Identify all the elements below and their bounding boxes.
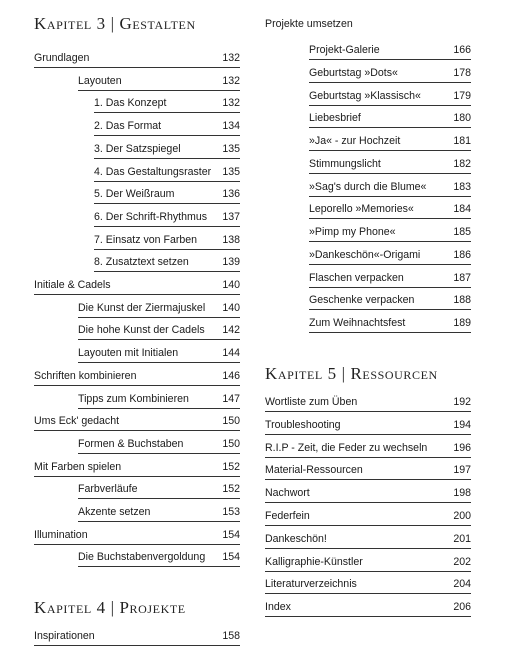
toc-entry [94, 230, 240, 250]
toc-entry-label: »Pimp my Phone« [309, 226, 396, 238]
toc-entry-label: 3. Der Satzspiegel [94, 142, 181, 155]
toc-entry-label: Kalligraphie-Künstler [265, 555, 363, 568]
toc-entry [78, 320, 240, 340]
toc-entry-page: 134 [222, 120, 240, 133]
toc-entry-label: Akzente setzen [78, 506, 151, 518]
toc-entry [78, 298, 240, 318]
toc-entry [309, 290, 471, 310]
toc-entry [94, 93, 240, 113]
toc-entry-label: Die Kunst der Ziermajuskel [78, 301, 206, 314]
toc-entry [265, 438, 471, 458]
toc-entry-label: Formen & Buchstaben [78, 437, 184, 450]
toc-entry-page: 144 [222, 347, 240, 360]
toc-entry [78, 389, 240, 409]
toc-entry [78, 434, 240, 454]
toc-entry-label: Federfein [265, 510, 310, 522]
toc-entry [34, 48, 240, 68]
toc-entry [309, 40, 471, 60]
toc-entry-label: Geburtstag »Dots« [309, 66, 398, 79]
toc-entry-label: Index [265, 601, 291, 614]
toc-entry [309, 63, 471, 83]
toc-entry-label: Tipps zum Kombinieren [78, 392, 189, 405]
toc-entry-label: Farbverläufe [78, 483, 138, 496]
toc-entry-page: 166 [453, 44, 471, 56]
toc-entry [309, 313, 471, 333]
toc-entry-page: 179 [453, 89, 471, 102]
projects-subheading: Projekte umsetzen [265, 18, 353, 30]
toc-entry-label: Projekt-Galerie [309, 44, 380, 56]
toc-entry-page: 137 [222, 210, 240, 223]
chapter-4-heading: Kapitel 4 | Projekte [34, 598, 186, 617]
toc-entry [78, 479, 240, 499]
toc-entry [309, 154, 471, 174]
toc-entry [34, 411, 240, 431]
toc-entry-label: 6. Der Schrift-Rhythmus [94, 210, 208, 223]
toc-entry-page: 135 [222, 142, 240, 155]
toc-entry [34, 366, 240, 386]
toc-entry-page: 150 [222, 437, 240, 450]
toc-entry-label: Flaschen verpacken [309, 271, 404, 284]
toc-entry-label: Material-Ressourcen [265, 464, 363, 477]
chapter-3-heading: Kapitel 3 | Gestalten [34, 14, 196, 33]
toc-entry-label: Nachwort [265, 487, 310, 500]
toc-entry-label: 7. Einsatz von Farben [94, 233, 198, 246]
toc-entry [78, 502, 240, 522]
toc-entry-label: Literaturverzeichnis [265, 578, 357, 591]
toc-entry-label: »Sag's durch die Blume« [309, 180, 427, 193]
toc-entry-label: Initiale & Cadels [34, 279, 111, 291]
toc-entry [265, 529, 471, 549]
toc-entry [94, 116, 240, 136]
toc-entry-label: »Dankeschön«-Origami [309, 248, 421, 261]
toc-entry-label: Geburtstag »Klassisch« [309, 89, 421, 102]
toc-entry [265, 597, 471, 617]
toc-entry-page: 204 [453, 578, 471, 591]
toc-entry-page: 184 [453, 203, 471, 216]
toc-entry-page: 132 [222, 52, 240, 64]
toc-entry-page: 150 [222, 415, 240, 428]
toc-entry-label: Wortliste zum Üben [265, 396, 358, 408]
toc-entry-page: 201 [453, 532, 471, 545]
toc-entry-page: 158 [222, 630, 240, 642]
toc-entry-label: Die Buchstabenvergoldung [78, 551, 206, 564]
toc-entry-label: Layouten [78, 74, 122, 87]
toc-entry [309, 131, 471, 151]
toc-entry-label: R.I.P - Zeit, die Feder zu wechseln [265, 441, 428, 454]
toc-entry [265, 415, 471, 435]
toc-entry-page: 197 [453, 464, 471, 477]
toc-entry-label: Troubleshooting [265, 418, 341, 431]
toc-entry [34, 457, 240, 477]
toc-entry-page: 196 [453, 441, 471, 454]
toc-entry-label: 4. Das Gestaltungsraster [94, 165, 212, 178]
toc-entry-label: Layouten mit Initialen [78, 347, 179, 360]
toc-entry-page: 180 [453, 112, 471, 125]
toc-entry-page: 140 [222, 279, 240, 291]
toc-entry-page: 138 [222, 233, 240, 246]
toc-entry-label: Illumination [34, 528, 88, 541]
toc-entry [265, 392, 471, 412]
toc-entry-page: 186 [453, 248, 471, 261]
toc-entry [265, 460, 471, 480]
toc-entry-page: 132 [222, 97, 240, 110]
toc-entry [265, 483, 471, 503]
toc-entry [78, 343, 240, 363]
toc-entry-page: 200 [453, 510, 471, 522]
toc-entry-page: 152 [222, 483, 240, 496]
toc-entry-label: Die hohe Kunst der Cadels [78, 324, 205, 337]
toc-entry [309, 108, 471, 128]
toc-entry-page: 183 [453, 180, 471, 193]
toc-entry-label: »Ja« - zur Hochzeit [309, 135, 401, 147]
toc-entry-page: 146 [222, 369, 240, 382]
toc-entry [309, 268, 471, 288]
toc-entry-label: Stimmungslicht [309, 157, 381, 170]
toc-entry-page: 153 [222, 506, 240, 518]
toc-entry [309, 199, 471, 219]
toc-entry-label: Schriften kombinieren [34, 369, 137, 382]
toc-entry [94, 139, 240, 159]
toc-entry-label: Zum Weihnachtsfest [309, 317, 406, 329]
toc-entry-page: 136 [222, 188, 240, 201]
toc-entry-label: 1. Das Konzept [94, 97, 167, 110]
toc-entry [94, 184, 240, 204]
toc-entry-page: 147 [222, 392, 240, 405]
toc-entry-label: Leporello »Memories« [309, 203, 414, 216]
toc-entry-page: 185 [453, 226, 471, 238]
toc-entry-label: Grundlagen [34, 52, 90, 64]
toc-entry-label: 8. Zusatztext setzen [94, 256, 189, 269]
toc-entry-page: 135 [222, 165, 240, 178]
toc-entry-page: 139 [222, 256, 240, 269]
toc-entry-page: 187 [453, 271, 471, 284]
toc-entry [78, 71, 240, 91]
toc-entry-page: 206 [453, 601, 471, 614]
toc-entry-label: 5. Der Weißraum [94, 188, 175, 201]
toc-entry-page: 188 [453, 294, 471, 307]
toc-entry-page: 189 [453, 317, 471, 329]
toc-entry-page: 154 [222, 551, 240, 564]
toc-entry-page: 142 [222, 324, 240, 337]
toc-entry [265, 552, 471, 572]
toc-entry-label: Inspirationen [34, 630, 95, 642]
toc-entry-page: 198 [453, 487, 471, 500]
toc-entry-page: 178 [453, 66, 471, 79]
toc-entry [34, 626, 240, 646]
toc-entry-page: 202 [453, 555, 471, 568]
toc-entry [309, 86, 471, 106]
toc-entry-label: Mit Farben spielen [34, 460, 122, 473]
toc-entry [34, 275, 240, 295]
toc-entry [309, 177, 471, 197]
chapter-5-heading: Kapitel 5 | Ressourcen [265, 364, 438, 383]
toc-entry [94, 162, 240, 182]
toc-entry [34, 525, 240, 545]
toc-entry-label: Dankeschön! [265, 532, 327, 545]
toc-entry [309, 222, 471, 242]
toc-entry-page: 192 [453, 396, 471, 408]
toc-entry-page: 152 [222, 460, 240, 473]
toc-entry-page: 181 [453, 135, 471, 147]
toc-entry [78, 547, 240, 567]
toc-entry-page: 182 [453, 157, 471, 170]
toc-entry [94, 252, 240, 272]
toc-entry-page: 132 [222, 74, 240, 87]
toc-entry-page: 154 [222, 528, 240, 541]
toc-entry-page: 194 [453, 418, 471, 431]
toc-entry-label: 2. Das Format [94, 120, 162, 133]
toc-entry [265, 574, 471, 594]
toc-entry [265, 506, 471, 526]
toc-entry [94, 207, 240, 227]
toc-entry-label: Liebesbrief [309, 112, 361, 125]
toc-entry-label: Ums Eck' gedacht [34, 415, 120, 428]
toc-entry-label: Geschenke verpacken [309, 294, 415, 307]
toc-entry-page: 140 [222, 301, 240, 314]
toc-entry [309, 245, 471, 265]
